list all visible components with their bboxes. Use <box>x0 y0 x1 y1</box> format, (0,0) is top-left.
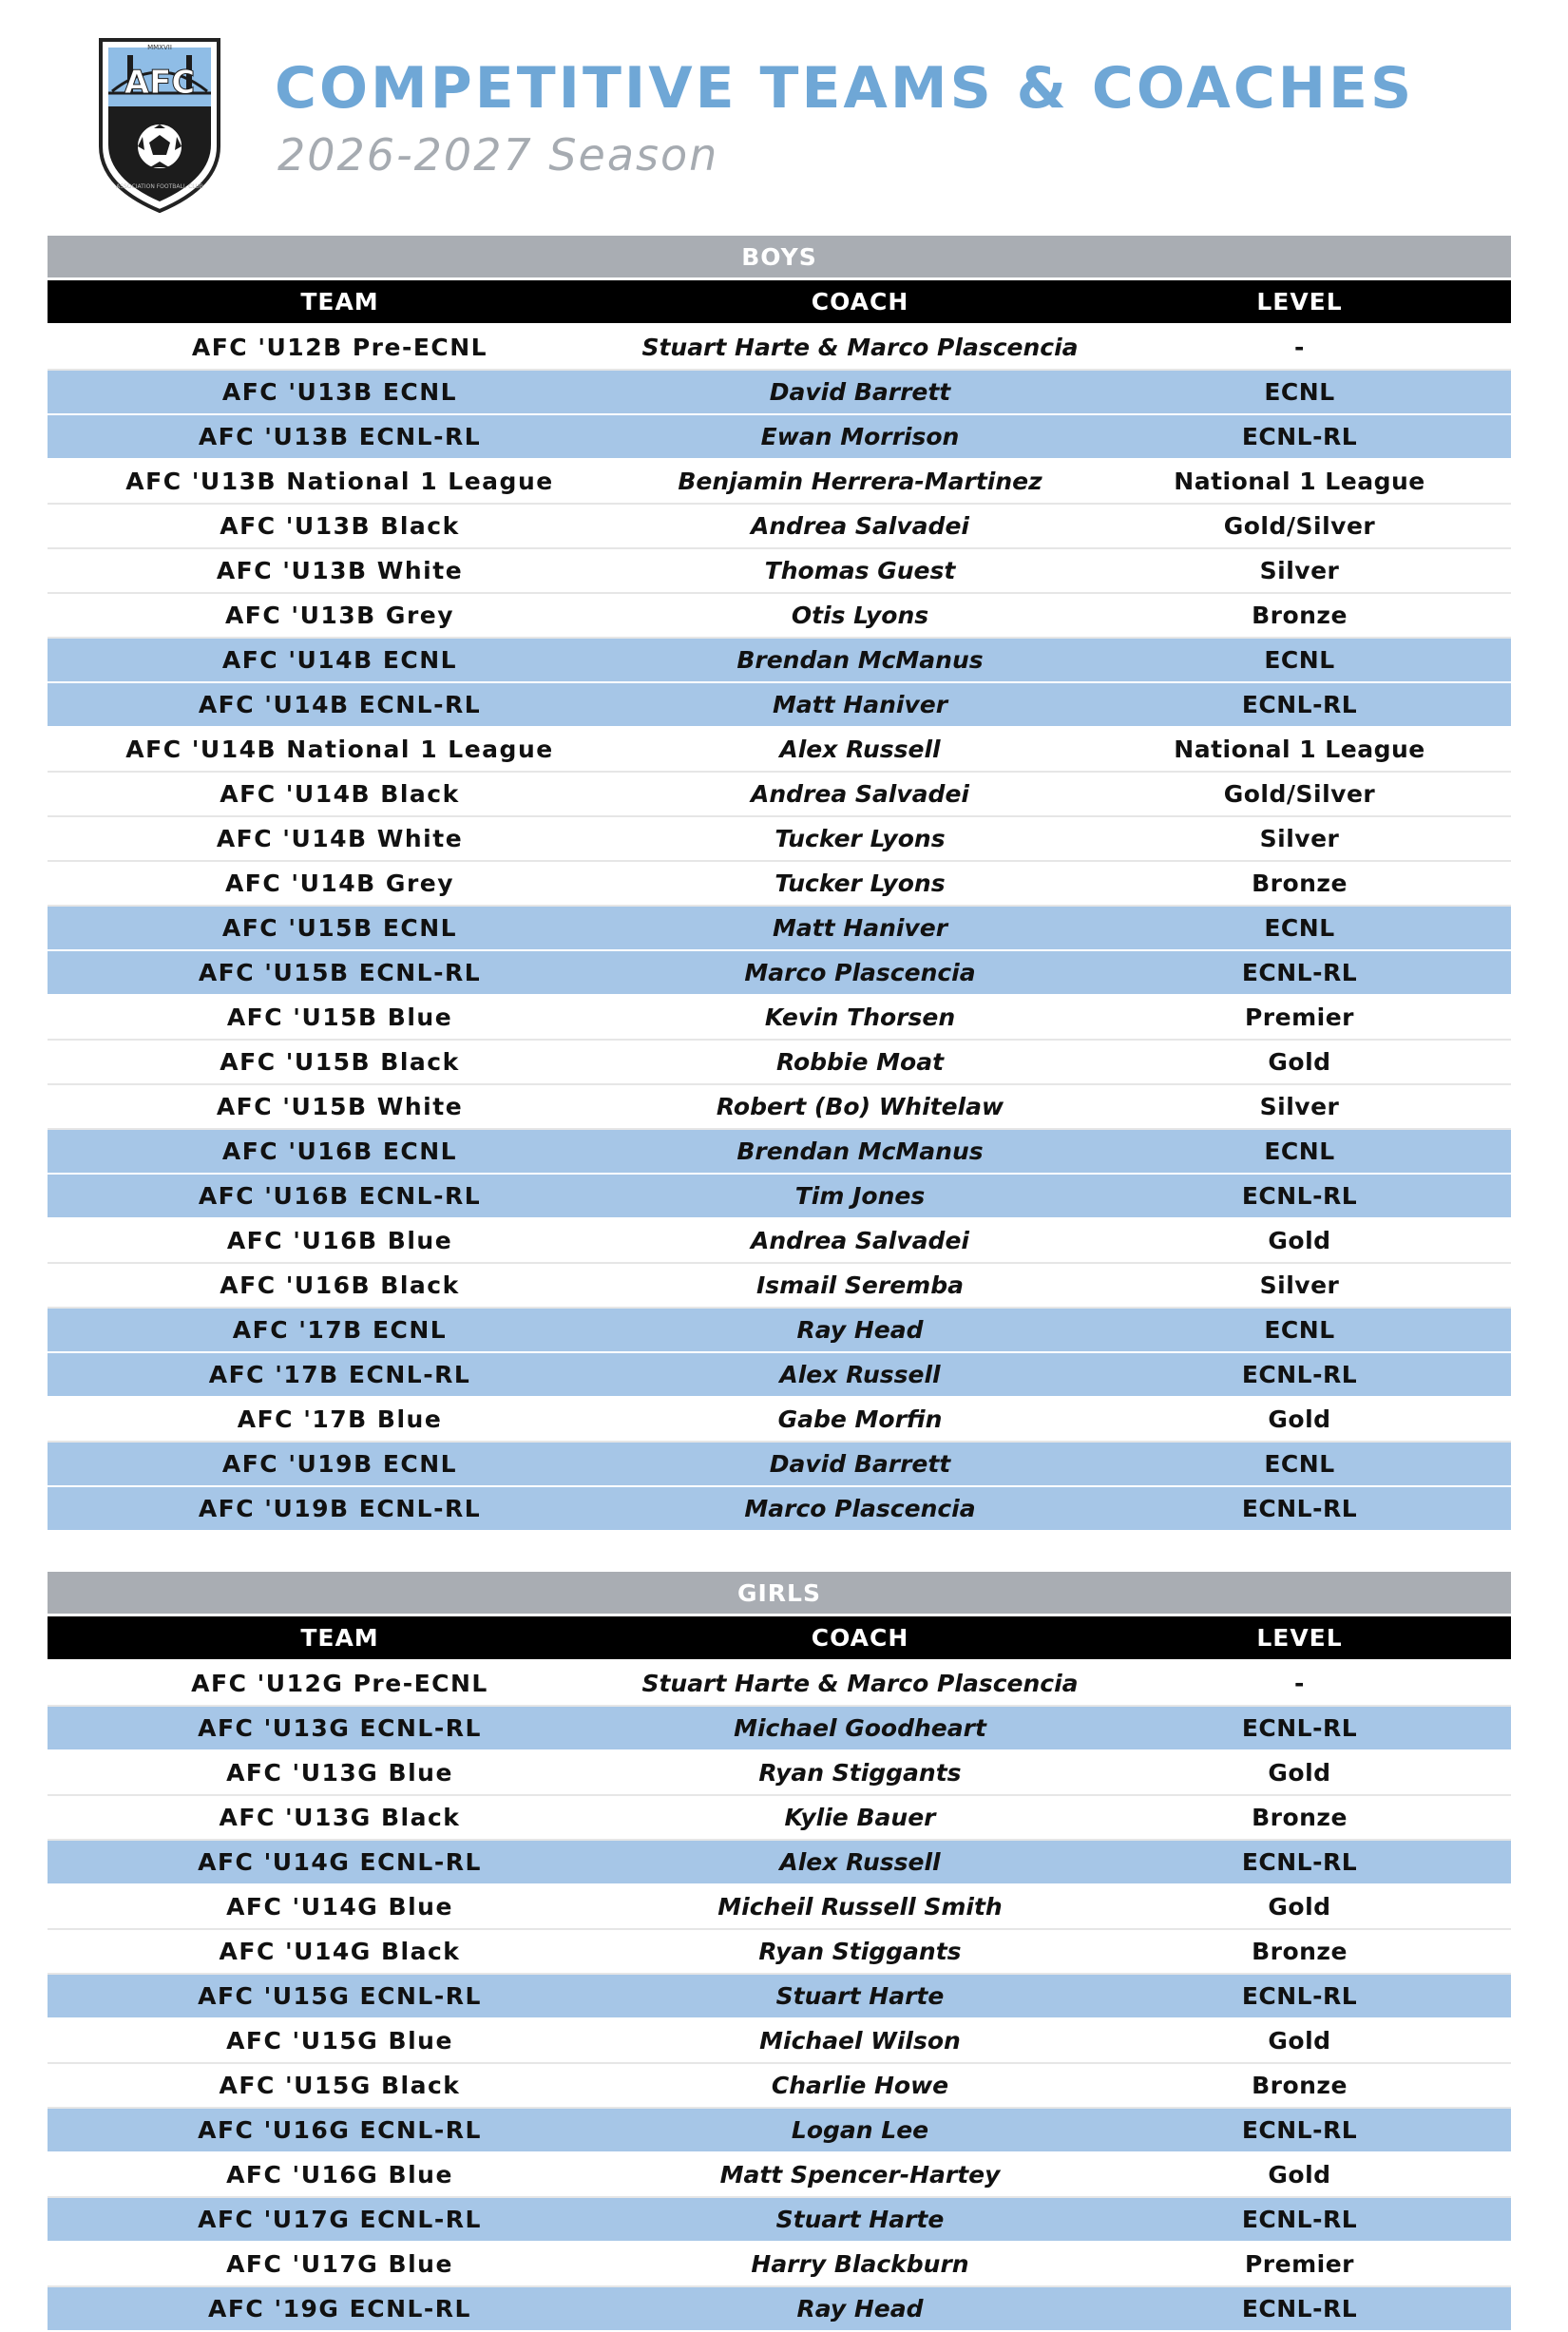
team-cell: AFC 'U14G Blue <box>226 1893 453 1921</box>
table-row <box>48 371 1511 415</box>
team-cell: AFC 'U15G Blue <box>226 2027 453 2055</box>
table-row <box>48 2198 1511 2243</box>
level-cell: - <box>1294 1670 1305 1697</box>
table-row <box>48 2019 1511 2064</box>
level-cell: ECNL-RL <box>1241 959 1358 986</box>
level-cell: ECNL-RL <box>1241 2206 1358 2233</box>
coach-cell: Robert (Bo) Whitelaw <box>716 1093 1004 1120</box>
team-cell: AFC '17B ECNL-RL <box>208 1361 471 1388</box>
team-cell: AFC 'U15B Blue <box>226 1004 453 1031</box>
coach-column-header: COACH <box>811 288 909 315</box>
table-row <box>48 415 1511 460</box>
level-cell: Bronze <box>1252 602 1348 629</box>
table-row <box>48 817 1511 862</box>
level-cell: ECNL-RL <box>1241 1982 1358 2010</box>
team-cell: AFC 'U12B Pre-ECNL <box>191 334 488 361</box>
table-row <box>48 2153 1511 2198</box>
level-cell: Gold <box>1268 1227 1331 1254</box>
table-row <box>48 460 1511 505</box>
page-title: COMPETITIVE TEAMS & COACHES <box>275 55 1415 122</box>
level-cell: National 1 League <box>1174 468 1425 495</box>
table-row <box>48 1796 1511 1841</box>
coach-cell: Stuart Harte <box>775 1982 945 2010</box>
level-cell: - <box>1294 334 1305 361</box>
level-cell: ECNL-RL <box>1241 691 1358 718</box>
table-row <box>48 1751 1511 1796</box>
team-cell: AFC 'U14B ECNL-RL <box>198 691 482 718</box>
table-row <box>48 773 1511 817</box>
coach-cell: Ismail Seremba <box>755 1271 964 1299</box>
team-cell: AFC 'U13G Blue <box>226 1759 453 1787</box>
coach-cell: Marco Plascencia <box>744 959 976 986</box>
table-row <box>48 1443 1511 1487</box>
table-row <box>48 2064 1511 2109</box>
season-subtitle: 2026-2027 Season <box>277 129 719 181</box>
boys-section-bar: BOYS <box>48 236 1511 277</box>
coach-cell: Robbie Moat <box>775 1048 945 1076</box>
crest-letters: AFC <box>124 64 196 102</box>
level-cell: Gold <box>1268 1405 1331 1433</box>
coach-column-header: COACH <box>811 1624 909 1652</box>
coach-cell: David Barrett <box>769 1450 951 1478</box>
coach-cell: Marco Plascencia <box>744 1495 976 1522</box>
coach-cell: Stuart Harte & Marco Plascencia <box>641 1670 1079 1697</box>
coach-cell: Otis Lyons <box>791 602 929 629</box>
table-row <box>48 1487 1511 1532</box>
coach-cell: Michael Wilson <box>759 2027 961 2055</box>
level-column-header: LEVEL <box>1256 1624 1343 1652</box>
level-column-header: LEVEL <box>1256 288 1343 315</box>
team-cell: AFC 'U15G Black <box>219 2072 461 2099</box>
level-cell: Silver <box>1259 825 1340 852</box>
girls-section-bar: GIRLS <box>48 1572 1511 1614</box>
table-row <box>48 1841 1511 1885</box>
level-cell: Gold <box>1268 1893 1331 1921</box>
level-cell: Gold <box>1268 2161 1331 2189</box>
team-cell: AFC 'U15B Black <box>220 1048 460 1076</box>
level-cell: Bronze <box>1252 2072 1348 2099</box>
coach-cell: Andrea Salvadei <box>751 780 969 808</box>
level-cell: ECNL-RL <box>1241 1495 1358 1522</box>
table-row <box>48 639 1511 683</box>
coach-cell: Ewan Morrison <box>760 423 960 450</box>
level-cell: Bronze <box>1252 1938 1348 1965</box>
table-row <box>48 549 1511 594</box>
table-row <box>48 1707 1511 1751</box>
level-cell: ECNL <box>1264 646 1335 674</box>
coach-cell: Micheil Russell Smith <box>717 1893 1003 1921</box>
team-cell: AFC 'U12G Pre-ECNL <box>191 1670 488 1697</box>
table-row <box>48 1085 1511 1130</box>
level-cell: Gold <box>1268 2027 1331 2055</box>
team-column-header: TEAM <box>300 1624 379 1652</box>
level-cell: Gold/Silver <box>1223 512 1376 540</box>
level-cell: ECNL <box>1264 1316 1335 1344</box>
table-row <box>48 728 1511 773</box>
coach-cell: Kevin Thorsen <box>764 1004 956 1031</box>
coach-cell: Michael Goodheart <box>734 1714 986 1742</box>
team-cell: AFC 'U14G ECNL-RL <box>198 1848 482 1876</box>
level-cell: ECNL-RL <box>1241 2116 1358 2144</box>
level-cell: Premier <box>1244 2250 1354 2278</box>
team-cell: AFC 'U13B Black <box>220 512 460 540</box>
coach-cell: Alex Russell <box>779 1848 941 1876</box>
girls-section <box>48 1572 1511 2332</box>
team-cell: AFC 'U13B ECNL-RL <box>198 423 482 450</box>
table-row <box>48 2287 1511 2332</box>
coach-cell: David Barrett <box>769 378 951 406</box>
table-row <box>48 1130 1511 1175</box>
team-cell: AFC '19G ECNL-RL <box>208 2295 471 2322</box>
table-row <box>48 1219 1511 1264</box>
boys-table-body <box>48 326 1511 1532</box>
coach-cell: Brendan McManus <box>736 1137 984 1165</box>
level-cell: Gold <box>1268 1759 1331 1787</box>
team-cell: AFC 'U14G Black <box>219 1938 461 1965</box>
team-cell: AFC 'U15B ECNL <box>221 914 458 942</box>
team-cell: AFC 'U14B ECNL <box>221 646 458 674</box>
level-cell: Silver <box>1259 557 1340 584</box>
coach-cell: Ray Head <box>796 2295 924 2322</box>
team-cell: AFC 'U13B White <box>216 557 464 584</box>
team-cell: AFC 'U13G ECNL-RL <box>198 1714 482 1742</box>
level-cell: Bronze <box>1252 1804 1348 1831</box>
level-cell: Gold <box>1268 1048 1331 1076</box>
coach-cell: Matt Haniver <box>772 914 948 942</box>
level-cell: Gold/Silver <box>1223 780 1376 808</box>
page-header <box>0 0 1568 228</box>
coach-cell: Tucker Lyons <box>774 870 946 897</box>
level-cell: ECNL-RL <box>1241 1714 1358 1742</box>
level-cell: ECNL <box>1264 1450 1335 1478</box>
level-cell: ECNL-RL <box>1241 423 1358 450</box>
coach-cell: Ryan Stiggants <box>758 1938 962 1965</box>
team-cell: AFC '17B Blue <box>237 1405 443 1433</box>
team-cell: AFC 'U14B Grey <box>224 870 455 897</box>
level-cell: ECNL-RL <box>1241 1848 1358 1876</box>
coach-cell: Stuart Harte & Marco Plascencia <box>641 334 1079 361</box>
team-cell: AFC 'U15G ECNL-RL <box>198 1982 482 2010</box>
level-cell: ECNL-RL <box>1241 2295 1358 2322</box>
team-cell: AFC 'U16B Black <box>220 1271 460 1299</box>
coach-cell: Matt Spencer-Hartey <box>719 2161 1001 2189</box>
crest-top-text: MMXVII <box>147 44 172 51</box>
table-row <box>48 594 1511 639</box>
girls-column-headers <box>48 1616 1511 1659</box>
level-cell: ECNL <box>1264 378 1335 406</box>
table-row <box>48 1175 1511 1219</box>
team-cell: AFC 'U16G Blue <box>226 2161 453 2189</box>
team-cell: AFC 'U13B National 1 League <box>125 468 554 495</box>
team-cell: AFC 'U13B ECNL <box>221 378 458 406</box>
table-row <box>48 1041 1511 1085</box>
level-cell: National 1 League <box>1174 736 1425 763</box>
table-row <box>48 862 1511 907</box>
table-row <box>48 996 1511 1041</box>
coach-cell: Brendan McManus <box>736 646 984 674</box>
boys-column-headers <box>48 280 1511 323</box>
coach-cell: Gabe Morfin <box>777 1405 943 1433</box>
team-cell: AFC 'U14B White <box>216 825 464 852</box>
team-cell: AFC 'U17G ECNL-RL <box>198 2206 482 2233</box>
table-row <box>48 1662 1511 1707</box>
team-column-header: TEAM <box>300 288 379 315</box>
table-row <box>48 505 1511 549</box>
team-cell: AFC 'U14B National 1 League <box>125 736 554 763</box>
coach-cell: Thomas Guest <box>764 557 956 584</box>
team-cell: AFC 'U17G Blue <box>226 2250 453 2278</box>
coach-cell: Andrea Salvadei <box>751 1227 969 1254</box>
team-cell: AFC '17B ECNL <box>232 1316 448 1344</box>
table-row <box>48 2109 1511 2153</box>
coach-cell: Ray Head <box>796 1316 924 1344</box>
coach-cell: Matt Haniver <box>772 691 948 718</box>
crest-bottom-text: ASSOCIATION FOOTBALL CLUB <box>116 183 203 190</box>
level-cell: Bronze <box>1252 870 1348 897</box>
table-row <box>48 1353 1511 1398</box>
team-cell: AFC 'U16B ECNL-RL <box>198 1182 482 1210</box>
level-cell: Silver <box>1259 1271 1340 1299</box>
team-cell: AFC 'U16G ECNL-RL <box>198 2116 482 2144</box>
afc-club-crest-logo <box>95 34 224 215</box>
coach-cell: Andrea Salvadei <box>751 512 969 540</box>
table-row <box>48 1885 1511 1930</box>
team-cell: AFC 'U13G Black <box>219 1804 461 1831</box>
table-row <box>48 907 1511 951</box>
coach-cell: Alex Russell <box>779 1361 941 1388</box>
coach-cell: Harry Blackburn <box>751 2250 969 2278</box>
table-row <box>48 1398 1511 1443</box>
team-cell: AFC 'U14B Black <box>220 780 460 808</box>
table-row <box>48 2243 1511 2287</box>
level-cell: ECNL-RL <box>1241 1361 1358 1388</box>
table-row <box>48 951 1511 996</box>
coach-cell: Logan Lee <box>791 2116 929 2144</box>
team-cell: AFC 'U15B White <box>216 1093 464 1120</box>
table-row <box>48 1930 1511 1975</box>
coach-cell: Tucker Lyons <box>774 825 946 852</box>
level-cell: ECNL <box>1264 914 1335 942</box>
team-cell: AFC 'U15B ECNL-RL <box>198 959 482 986</box>
coach-cell: Charlie Howe <box>771 2072 949 2099</box>
girls-table-body <box>48 1662 1511 2332</box>
team-cell: AFC 'U16B ECNL <box>221 1137 458 1165</box>
boys-section <box>48 236 1511 1532</box>
level-cell: ECNL <box>1264 1137 1335 1165</box>
team-cell: AFC 'U19B ECNL <box>221 1450 458 1478</box>
coach-cell: Stuart Harte <box>775 2206 945 2233</box>
level-cell: Silver <box>1259 1093 1340 1120</box>
level-cell: ECNL-RL <box>1241 1182 1358 1210</box>
table-row <box>48 326 1511 371</box>
coach-cell: Ryan Stiggants <box>758 1759 962 1787</box>
table-row <box>48 683 1511 728</box>
table-row <box>48 1309 1511 1353</box>
coach-cell: Kylie Bauer <box>784 1804 936 1831</box>
coach-cell: Benjamin Herrera-Martinez <box>678 468 1042 495</box>
table-row <box>48 1264 1511 1309</box>
coach-cell: Alex Russell <box>779 736 941 763</box>
level-cell: Premier <box>1244 1004 1354 1031</box>
team-cell: AFC 'U13B Grey <box>224 602 455 629</box>
team-cell: AFC 'U19B ECNL-RL <box>198 1495 482 1522</box>
coach-cell: Tim Jones <box>794 1182 926 1210</box>
table-row <box>48 1975 1511 2019</box>
team-cell: AFC 'U16B Blue <box>226 1227 453 1254</box>
